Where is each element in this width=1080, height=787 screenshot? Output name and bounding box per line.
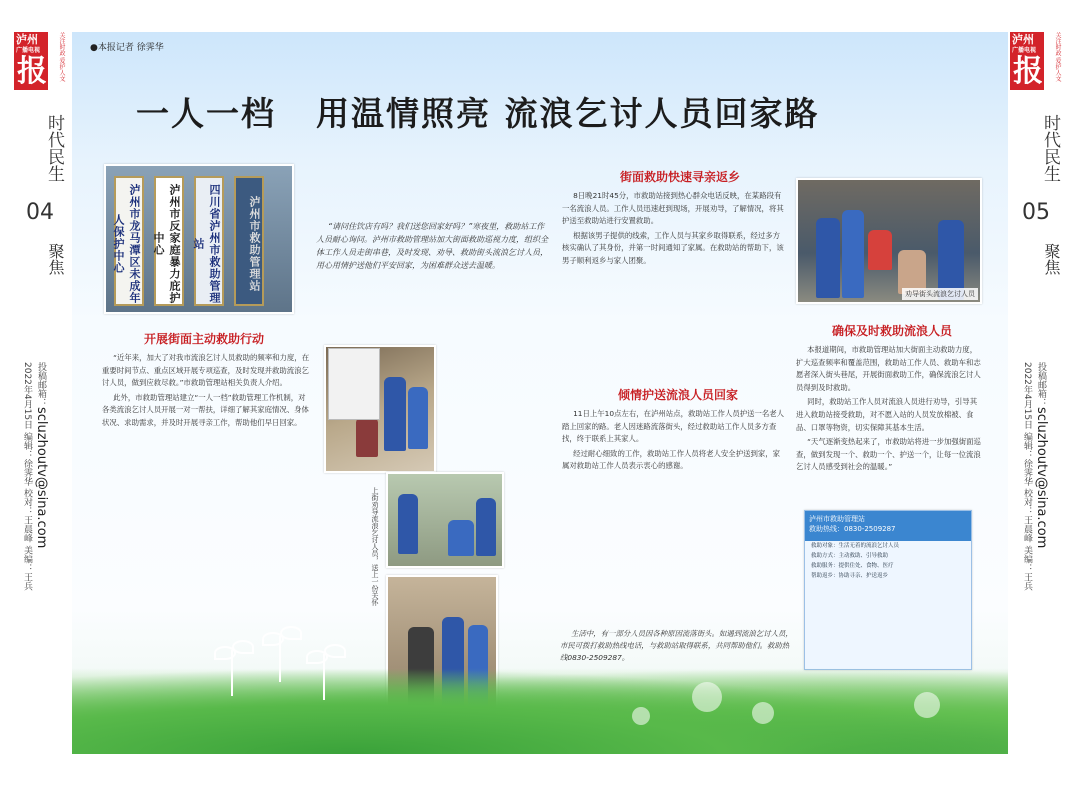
column-name: 聚焦 [46,243,65,275]
sign-panel: 四川省泸州市救助管理站 [194,176,224,306]
worker-figure [398,494,418,554]
bokeh-decoration [914,692,940,718]
subheading: 开展街面主动救助行动 [144,332,265,346]
worker-figure [842,210,864,298]
sprout-icon [212,636,252,696]
sprout-icon [260,622,300,682]
article-column [796,344,982,476]
logo-top-text: 泸州 [16,33,38,46]
right-margin [1010,32,1066,752]
hotline-poster [804,510,972,670]
team-photo [796,178,982,304]
article-column [102,352,310,432]
lead-paragraph: “请问住饮店有吗？我们送您回家好吗？”寒夜里，救助站工作人员耐心询问。泸州市救助管理站加大街面救助巡视力度，组织全体工作人员走街串巷，及时发现、劝导、救助街头流浪乞讨人员，用心用情护送他们平安回家，为困难群众送去温暖。 [316,222,548,270]
newspaper-logo [1010,32,1062,90]
logo-char: 报 [1013,54,1043,89]
submit-label: 投稿邮箱： [1036,362,1046,407]
subheading: 确保及时救助流浪人员 [832,324,953,338]
logo-tagline: 关注时政 爱护人文 [58,32,65,82]
logo-middle-text: 广播电视 [16,47,41,54]
byline: ●本报记者 徐霁华 [90,43,164,53]
photo-caption: 上街劝导流浪乞讨人员，送上一份关怀 [371,487,379,606]
sign-panel: 泸州市龙马潭区未成年人保护中心 [114,176,144,306]
column-name: 聚焦 [1042,243,1061,275]
paragraph: 本报道期间，市救助管理站加大街面主动救助力度，扩大巡查频率和覆盖范围，救助站工作人员、救助车和志愿者深入街头巷尾，开展街面救助工作，确保流浪乞讨人员得到及时救助。 [796,345,981,392]
section-name: 时代民生 [1040,114,1060,182]
sprout-icon [304,640,344,700]
article-column [562,408,786,475]
banner-figure [868,230,892,270]
page-number: 04 [26,200,54,225]
poster-line: 救助对象：生活无着的流浪乞讨人员 [811,543,900,549]
worker-figure [476,498,496,556]
worker-figure [816,218,840,298]
submit-email: scluzhoutv@sina.com [1034,407,1049,549]
submit-label: 投稿邮箱： [36,362,46,407]
bokeh-decoration [632,707,650,725]
paragraph: “近年来，加大了对我市流浪乞讨人员救助的频率和力度，在重要时间节点、重点区域开展专项巡查，及时发现并救助流浪乞讨人员，做到应救尽救。”市救助管理站相关负责人介绍。 [102,353,310,388]
paragraph: 根据该男子提供的线索，工作人员与其家乡取得联系，经过多方核实确认了其身份，并第一时间通知了家属。在救助站的帮助下，该男子顺利返乡与家人团聚。 [562,230,784,265]
street-photo-assist [386,472,504,568]
logo-middle-text: 广播电视 [1012,47,1037,54]
staff-credits: 编辑：徐霁华 校对：王晨峰 美编：王兵 [22,431,32,591]
photo-caption: 劝导街头流浪乞讨人员 [902,288,978,300]
page-number: 05 [1022,200,1050,225]
worker-figure [448,520,474,556]
section-name: 时代民生 [44,114,64,182]
worker-figure [384,377,406,451]
notice-board [328,348,380,420]
paragraph: 8日晚21时45分，市救助站接到热心群众电话反映，在某路段有一名流浪人员。工作人员迅速赶到现场，开展劝导，了解情况，将其护送至救助站进行安置救助。 [562,191,784,226]
newspaper-logo [14,32,66,90]
subheading: 街面救助快速寻亲返乡 [620,170,741,184]
poster-subheader: 泸州市救助管理站 [809,515,865,523]
poster-line: 救助方式：主动救助、引导救助 [811,553,889,559]
poster-header [805,511,971,541]
side-info [1020,362,1048,612]
newspaper-spread [72,32,1008,754]
person-figure [356,417,378,457]
headline-part2: 用温情照亮 流浪乞讨人员回家路 [316,94,820,133]
side-info [20,362,48,612]
subheading: 倾情护送流浪人员回家 [618,388,739,402]
worker-figure [408,387,428,449]
issue-date: 2022年4月15日 [1022,362,1032,430]
paragraph: “天气逐渐变热起来了，市救助站将进一步加强街面巡查，做到发现一个、救助一个、护送一个，让每一位流浪乞讨人员感受到社会的温暖。” [796,437,981,472]
paragraph: 此外，市救助管理站建立“一人一档”救助管理工作机制，对各类流浪乞讨人员开展一对一帮扶，详细了解其家庭情况、身体状况、求助需求，并及时开展寻亲工作，帮助他们早日回家。 [102,392,309,427]
paragraph: 同时，救助站工作人员对流浪人员进行劝导，引导其进入救助站接受救助，对不愿入站的人员发放棉被、食品、口罩等物资，切实保障其基本生活。 [796,397,978,432]
paragraph: 经过耐心细致的工作，救助站工作人员将老人安全护送到家，家属对救助站工作人员表示衷心的感谢。 [562,448,781,471]
poster-hotline: 救助热线：0830-2509287 [809,525,896,533]
article-column [562,190,786,270]
logo-top-text: 泸州 [1012,33,1034,46]
issue-date: 2022年4月15日 [22,362,32,430]
bokeh-decoration [692,682,722,712]
poster-line: 帮助返乡：协助寻亲、护送返乡 [811,573,889,579]
sign-panel: 泸州市救助管理站 [234,176,264,306]
building-signs-photo [104,164,294,314]
logo-tagline: 关注时政 爱护人文 [1054,32,1061,82]
closing-note: 生活中，有一部分人员因各种原因流落街头。如遇到流浪乞讨人员，市民可拨打救助热线电话，与救助站取得联系，共同帮助他们。救助热线0830-2509287。 [560,629,793,662]
logo-block [14,32,48,90]
paragraph: 11日上午10点左右，在泸州站点，救助站工作人员护送一名老人踏上回家的路。老人因迷路流落街头，经过救助站工作人员多方查找，终于联系上其家人。 [562,409,785,444]
staff-credits: 编辑：徐霁华 校对：王晨峰 美编：王兵 [1022,431,1032,591]
logo-block [1010,32,1044,90]
headline-part1: 一人一档 [136,94,276,133]
left-margin [14,32,70,752]
bokeh-decoration [752,702,774,724]
submit-email: scluzhoutv@sina.com [34,407,49,549]
sign-panel: 泸州市反家庭暴力庇护中心 [154,176,184,306]
poster-line: 救助服务：提供住处、食物、医疗 [811,563,894,569]
logo-char: 报 [17,54,47,89]
headline [136,88,956,135]
